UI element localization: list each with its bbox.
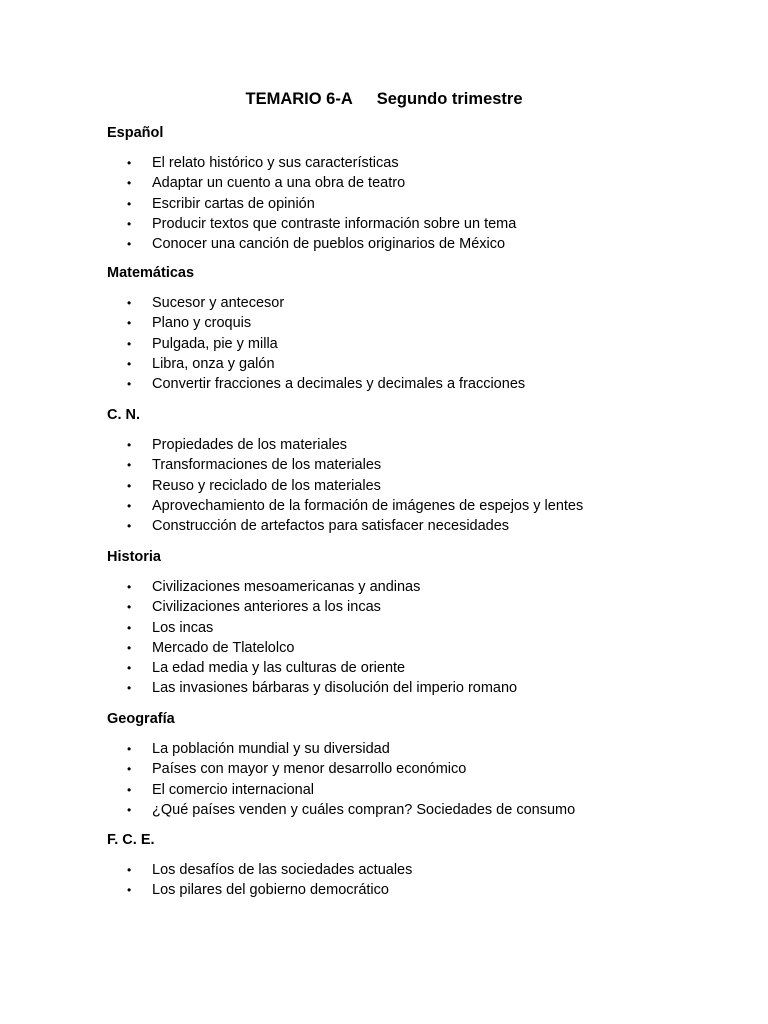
list-item-text: Los pilares del gobierno democrático: [152, 882, 389, 899]
list-item-text: Los incas: [152, 619, 214, 636]
list-item-text: El comercio internacional: [152, 781, 314, 798]
bullet-icon: •: [127, 681, 132, 696]
title-term: Segundo trimestre: [376, 90, 523, 108]
list-item-text: Aprovechamiento de la formación de imágenes de espejos y lentes: [152, 497, 584, 514]
topic-list: [107, 435, 727, 536]
bullet-icon: •: [127, 336, 132, 351]
bullet-icon: •: [127, 640, 132, 655]
list-item-text: Pulgada, pie y milla: [152, 335, 278, 352]
section-espanol: [107, 124, 727, 254]
bullet-icon: •: [127, 883, 132, 898]
bullet-icon: •: [127, 742, 132, 756]
topic-list: [107, 860, 727, 901]
list-item-text: Transformaciones de los materiales: [152, 457, 382, 474]
list-item: [107, 780, 727, 800]
topic-list: [107, 293, 727, 394]
list-item-text: Los desafíos de las sociedades actuales: [152, 862, 413, 878]
list-item-text: ¿Qué países venden y cuáles compran? Sociedades de consumo: [152, 801, 576, 818]
section-geografia: [107, 710, 727, 820]
section-fce: [107, 831, 727, 901]
list-item-text: Mercado de Tlatelolco: [152, 639, 295, 656]
section-matematicas: [107, 264, 727, 394]
topic-list: [107, 577, 727, 699]
list-item: [107, 334, 727, 354]
list-item-text: Adaptar un cuento a una obra de teatro: [152, 175, 406, 192]
topic-list: [107, 153, 727, 254]
bullet-icon: •: [127, 237, 132, 252]
list-item: [107, 880, 727, 900]
list-item: [107, 194, 727, 214]
list-item: [107, 313, 727, 333]
list-item: [107, 516, 727, 536]
section-heading: F. C. E.: [107, 832, 155, 848]
list-item: [107, 435, 727, 455]
list-item: [107, 577, 727, 597]
document-title: [0, 90, 768, 109]
bullet-icon: •: [127, 863, 132, 877]
list-item-text: Civilizaciones anteriores a los incas: [152, 599, 381, 616]
list-item: [107, 496, 727, 516]
list-item: [107, 739, 727, 759]
bullet-icon: •: [127, 356, 132, 371]
list-item: [107, 800, 727, 820]
list-item-text: La edad media y las culturas de oriente: [152, 660, 406, 677]
bullet-icon: •: [127, 216, 132, 231]
title-main: TEMARIO 6-A: [245, 90, 353, 108]
list-item: [107, 374, 727, 394]
list-item: [107, 476, 727, 496]
list-item: [107, 153, 727, 173]
list-item-text: Libra, onza y galón: [152, 355, 275, 372]
section-ciencias-naturales: [107, 406, 727, 536]
list-item: [107, 638, 727, 658]
section-heading: Historia: [107, 549, 161, 565]
section-heading: C. N.: [107, 407, 141, 423]
list-item-text: Construcción de artefactos para satisfacer necesidades: [152, 518, 510, 535]
list-item: [107, 658, 727, 678]
bullet-icon: •: [127, 802, 132, 817]
bullet-icon: •: [127, 580, 132, 594]
list-item-text: Plano y croquis: [152, 315, 252, 332]
bullet-icon: •: [127, 478, 132, 493]
list-item: [107, 214, 727, 234]
bullet-icon: •: [127, 661, 132, 676]
list-item: [107, 618, 727, 638]
section-heading: Geografía: [107, 711, 175, 727]
bullet-icon: •: [127, 196, 132, 211]
list-item: [107, 455, 727, 475]
bullet-icon: •: [127, 316, 132, 331]
list-item: [107, 293, 727, 313]
list-item: [107, 234, 727, 254]
bullet-icon: •: [127, 156, 132, 170]
list-item-text: Convertir fracciones a decimales y decimales a fracciones: [152, 376, 526, 393]
bullet-icon: •: [127, 498, 132, 513]
section-historia: [107, 548, 727, 699]
list-item-text: Civilizaciones mesoamericanas y andinas: [152, 579, 421, 595]
list-item: [107, 860, 727, 880]
list-item: [107, 759, 727, 779]
section-heading: Matemáticas: [107, 265, 195, 281]
list-item-text: Escribir cartas de opinión: [152, 195, 315, 212]
topic-list: [107, 739, 727, 820]
list-item-text: Reuso y reciclado de los materiales: [152, 477, 381, 494]
list-item-text: Producir textos que contraste información sobre un tema: [152, 215, 517, 232]
list-item: [107, 354, 727, 374]
section-heading: Español: [107, 125, 164, 141]
bullet-icon: •: [127, 176, 132, 191]
list-item: [107, 173, 727, 193]
list-item: [107, 678, 727, 698]
bullet-icon: •: [127, 377, 132, 392]
list-item-text: Conocer una canción de pueblos originarios de México: [152, 236, 506, 253]
list-item-text: Sucesor y antecesor: [152, 295, 285, 311]
bullet-icon: •: [127, 296, 132, 310]
list-item: [107, 597, 727, 617]
list-item-text: La población mundial y su diversidad: [152, 741, 390, 757]
list-item-text: Países con mayor y menor desarrollo económico: [152, 761, 467, 778]
list-item-text: El relato histórico y sus características: [152, 155, 399, 171]
bullet-icon: •: [127, 620, 132, 635]
bullet-icon: •: [127, 438, 132, 452]
bullet-icon: •: [127, 519, 132, 534]
bullet-icon: •: [127, 782, 132, 797]
list-item-text: Las invasiones bárbaras y disolución del imperio romano: [152, 680, 518, 697]
bullet-icon: •: [127, 762, 132, 777]
bullet-icon: •: [127, 600, 132, 615]
bullet-icon: •: [127, 458, 132, 473]
list-item-text: Propiedades de los materiales: [152, 437, 348, 453]
